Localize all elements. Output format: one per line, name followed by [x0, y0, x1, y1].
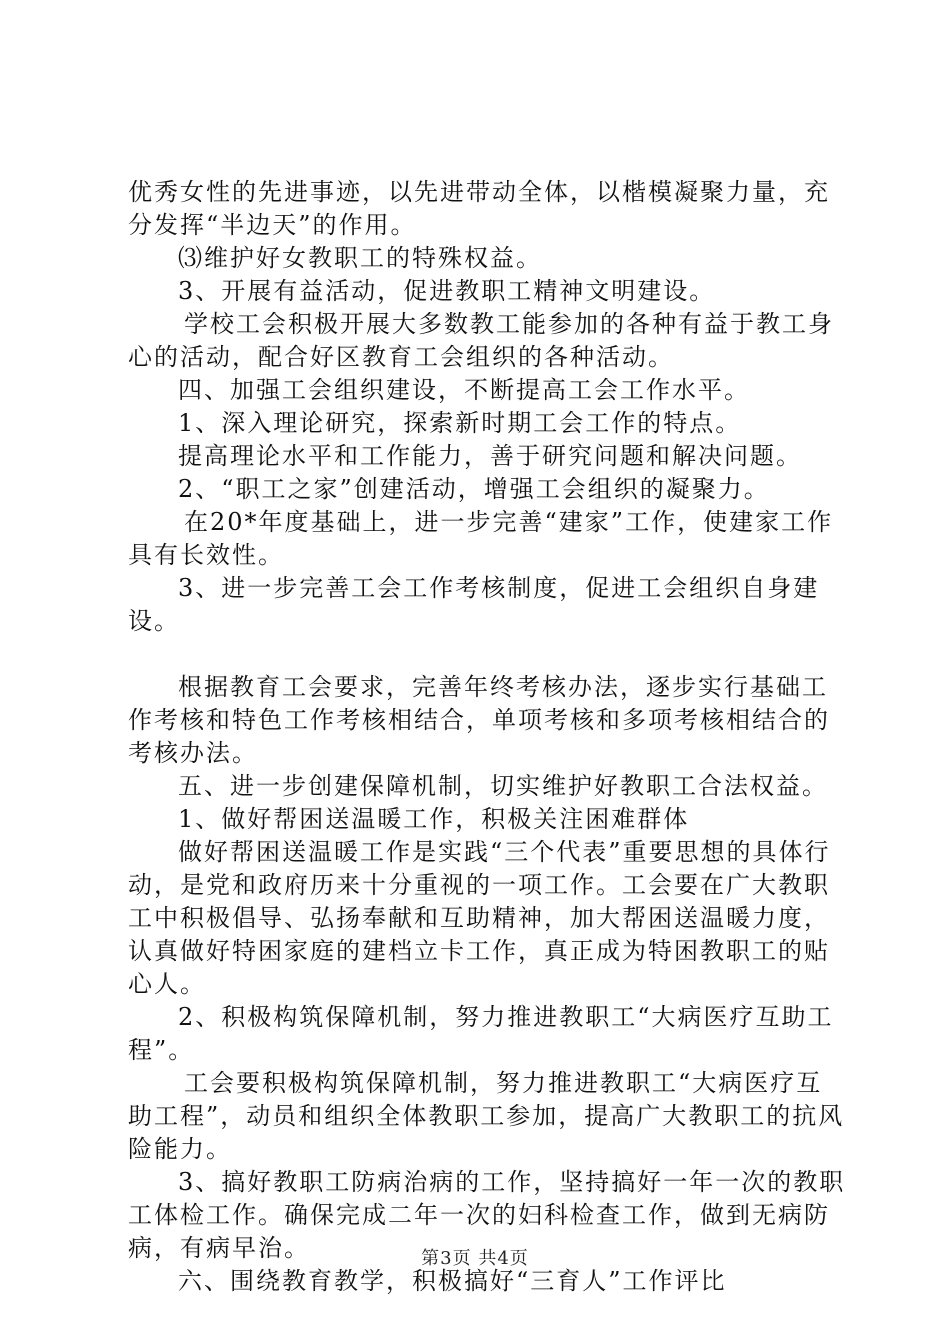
paragraph-15: 2、积极构筑保障机制，努力推进教职工“大病医疗互助工程”。 — [128, 1003, 834, 1064]
paragraph-1: 优秀女性的先进事迹，以先进带动全体，以楷模凝聚力量，充分发挥“半边天”的作用。 — [128, 178, 830, 239]
paragraph-3: 3、开展有益活动，促进教职工精神文明建设。 — [178, 277, 716, 305]
section-heading-6: 六、围绕教育教学，积极搞好“三育人”工作评比 — [178, 1267, 727, 1295]
section-heading-4: 四、加强工会组织建设，不断提高工会工作水平。 — [178, 376, 750, 404]
paragraph-4: 学校工会积极开展大多数教工能参加的各种有益于教工身心的活动，配合好区教育工会组织的各种活动。 — [128, 310, 834, 371]
paragraph-16: 工会要积极构筑保障机制，努力推进教职工“大病医疗互助工程”，动员和组织全体教职工参加，提高广大教职工的抗风险能力。 — [128, 1069, 845, 1163]
paragraph-2: ⑶维护好女教职工的特殊权益。 — [178, 244, 542, 272]
section-heading-5: 五、进一步创建保障机制，切实维护好教职工合法权益。 — [178, 772, 828, 800]
paragraph-6: 1、深入理论研究，探索新时期工会工作的特点。 — [178, 409, 742, 437]
paragraph-17: 3、搞好教职工防病治病的工作，坚持搞好一年一次的教职工体检工作。确保完成二年一次的妇科检查工作，做到无病防病，有病早治。 — [128, 1168, 846, 1262]
paragraph-10: 3、进一步完善工会工作考核制度，促进工会组织自身建设。 — [128, 574, 820, 635]
document-body — [128, 176, 848, 1298]
paragraph-8: 2、“职工之家”创建活动，增强工会组织的凝聚力。 — [178, 475, 770, 503]
paragraph-13: 1、做好帮困送温暖工作，积极关注困难群体 — [178, 805, 690, 833]
paragraph-14: 做好帮困送温暖工作是实践“三个代表”重要思想的具体行动，是党和政府历来十分重视的一项工作。工会要在广大教职工中积极倡导、弘扬奉献和互助精神，加大帮困送温暖力度，认真做好特困家庭的建档立卡工作，真正成为特困教职工的贴心人。 — [128, 838, 831, 998]
page-number-footer: 第3页 共4页 — [421, 1248, 529, 1269]
paragraph-9: 在20*年度基础上，进一步完善“建家”工作，使建家工作具有长效性。 — [128, 508, 834, 569]
paragraph-11: 根据教育工会要求，完善年终考核办法，逐步实行基础工作考核和特色工作考核相结合，单项考核和多项考核相结合的考核办法。 — [128, 673, 830, 767]
paragraph-7: 提高理论水平和工作能力，善于研究问题和解决问题。 — [178, 442, 802, 470]
